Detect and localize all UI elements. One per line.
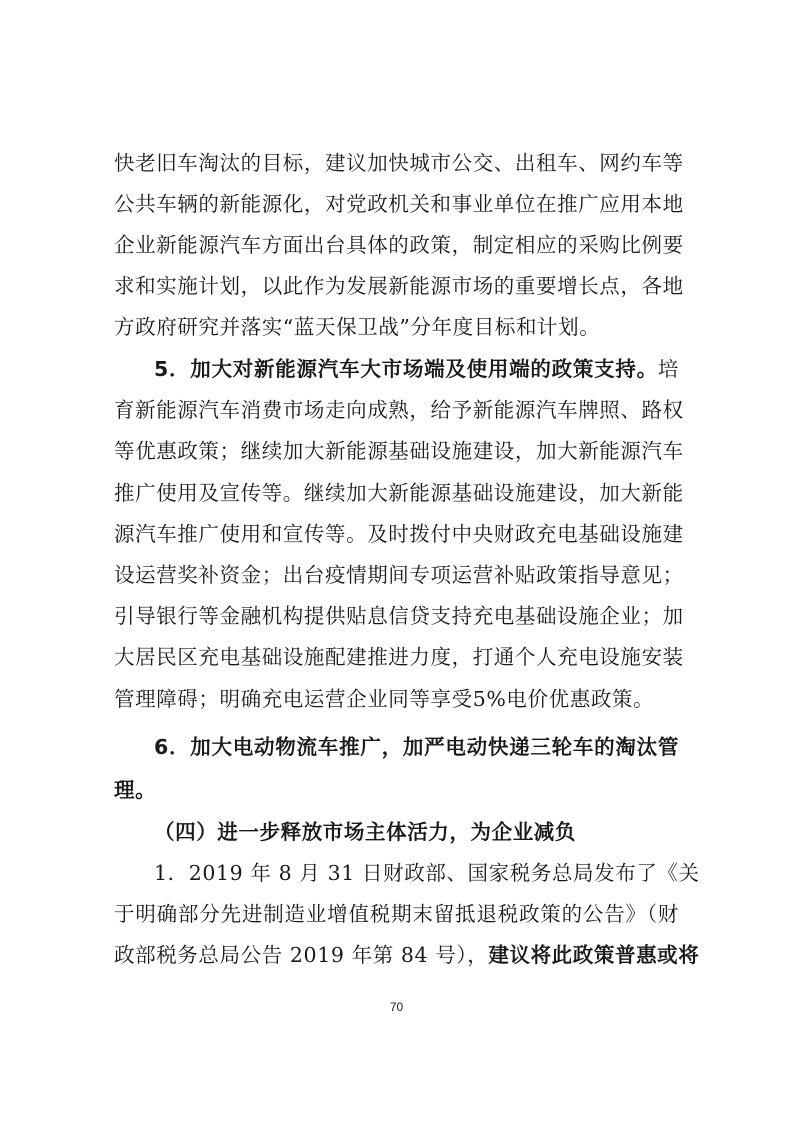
line-text: 推广使用及宣传等。继续加大新能源基础设施建设，加大新能: [114, 481, 684, 505]
subheading-line: [114, 773, 679, 807]
body-text-line: [114, 517, 684, 551]
line-text: 企业新能源汽车方面出台具体的政策，制定相应的采购比例要: [114, 233, 684, 257]
line-bold-tail: 建议将此政策普惠或将: [488, 943, 700, 967]
body-text-line: [114, 938, 700, 972]
subheading-line: [154, 730, 679, 764]
line-text: 管理障碍；明确充电运营企业同等享受5%电价优惠政策。: [114, 687, 655, 711]
section-heading-4: （四）进一步释放市场主体活力，为企业减负: [154, 820, 576, 844]
line-text: 源汽车推广使用和宣传等。及时拨付中央财政充电基础设施建: [114, 522, 684, 546]
body-text-line: [114, 434, 684, 468]
subheading-line: [154, 352, 679, 386]
line-text: 求和实施计划，以此作为发展新能源市场的重要增长点，各地: [114, 274, 684, 298]
line-text: 等优惠政策；继续加大新能源基础设施建设，加大新能源汽车: [114, 439, 684, 463]
body-text-line: [114, 187, 684, 221]
line-text: 方政府研究并落实“蓝天保卫战”分年度目标和计划。: [114, 315, 601, 339]
line-text: 于明确部分先进制造业增值税期末留抵退税政策的公告》（财: [114, 902, 679, 926]
subheading-6: 6．加大电动物流车推广，加严电动快递三轮车的淘汰管: [154, 735, 679, 759]
line-text: 引导银行等金融机构提供贴息信贷支持充电基础设施企业；加: [114, 604, 684, 628]
line-text: 快老旧车淘汰的目标，建议加快城市公交、出租车、网约车等: [114, 151, 684, 175]
body-text-line: [114, 476, 684, 510]
line-text: 1．2019 年 8 月 31 日财政部、国家税务总局发布了《关: [154, 861, 700, 885]
line-text: 设运营奖补资金；出台疫情期间专项运营补贴政策指导意见；: [114, 563, 684, 587]
subheading-5: 5．加大对新能源汽车大市场端及使用端的政策支持。: [154, 357, 658, 381]
body-text-line: [114, 269, 684, 303]
line-text: 大居民区充电基础设施配建推进力度，打通个人充电设施安装: [114, 645, 684, 669]
body-text-line: [114, 146, 684, 180]
line-text: 育新能源汽车消费市场走向成熟，给予新能源汽车牌照、路权: [114, 398, 684, 422]
body-text-line: [114, 682, 679, 716]
body-text-line: [114, 558, 684, 592]
section-heading: [154, 815, 614, 849]
body-text-line: [114, 310, 679, 344]
line-text: 培: [657, 357, 679, 381]
subheading-6-tail: 理。: [114, 778, 157, 802]
body-text-line: [114, 599, 684, 633]
body-text-line: [114, 393, 684, 427]
body-text-line: [114, 897, 679, 931]
body-text-line: [154, 856, 700, 890]
line-text: 政部税务总局公告 2019 年第 84 号），: [114, 943, 489, 967]
body-text-line: [114, 640, 684, 674]
body-text-line: [114, 228, 684, 262]
line-text: 公共车辆的新能源化，对党政机关和事业单位在推广应用本地: [114, 192, 684, 216]
page-number: 70: [389, 1000, 404, 1014]
